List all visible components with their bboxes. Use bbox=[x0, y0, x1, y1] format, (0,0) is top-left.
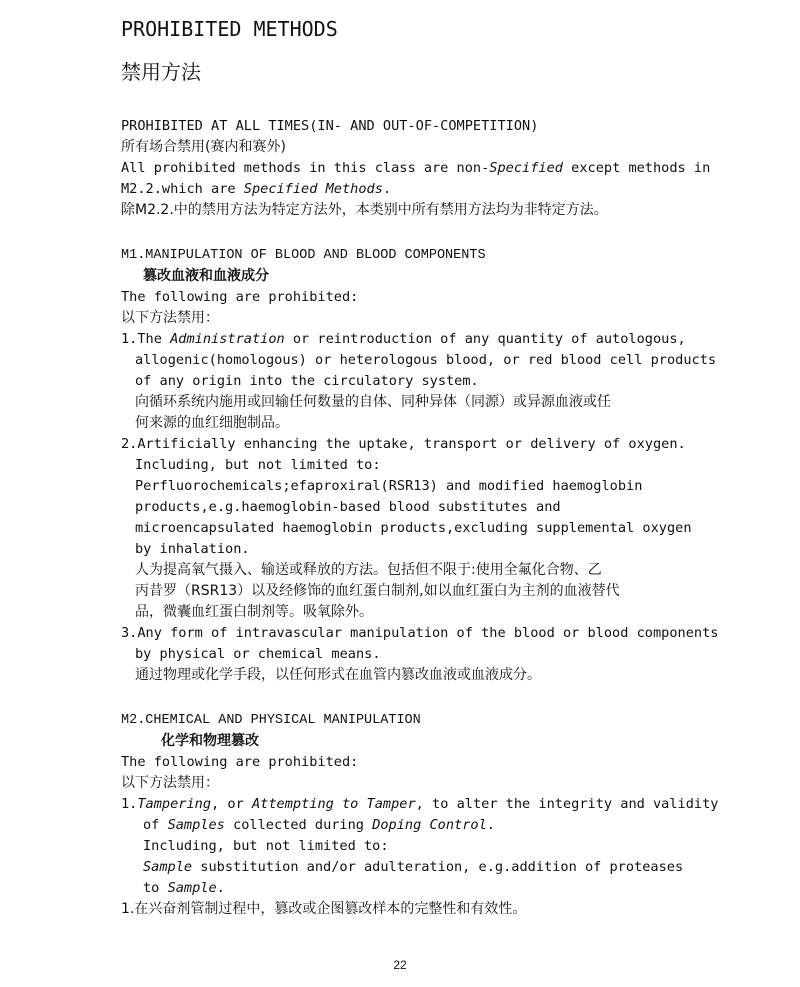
item-text: , or bbox=[211, 796, 252, 812]
m1-item-1-line-1 bbox=[121, 329, 686, 350]
m1-item-3-line-1: 3.Any form of intravascular manipulation of the blood or blood components bbox=[121, 625, 719, 641]
item-italic-term: Samples bbox=[167, 817, 225, 833]
intro-italic-term: Specified bbox=[489, 160, 563, 176]
intro-line-4 bbox=[121, 179, 686, 200]
m2-following: The following are prohibited: bbox=[121, 754, 359, 770]
item-text: 1. bbox=[121, 796, 138, 812]
m1-item-2-line-2: Including, but not limited to: bbox=[135, 457, 381, 473]
intro-text: . bbox=[382, 181, 392, 197]
item-text: of bbox=[143, 817, 168, 833]
item-italic-term: Tampering bbox=[137, 796, 212, 812]
m1-item-1-line-3: of any origin into the circulatory system. bbox=[135, 373, 479, 389]
item-text: substitution and/or adulteration, e.g.addition of proteases bbox=[192, 859, 684, 875]
item-text: . bbox=[486, 817, 495, 833]
m2-item-1-line-4 bbox=[121, 857, 686, 878]
m1-item-1-cn-2: 何来源的血红细胞制品。 bbox=[135, 415, 289, 431]
m1-item-2-cn-2: 丙昔罗（RSR13）以及经修饰的血红蛋白制剂,如以血红蛋白为主剂的血液替代 bbox=[135, 583, 620, 599]
intro-text: except methods in bbox=[562, 160, 711, 176]
m1-item-2-line-1: 2.Artificially enhancing the uptake, transport or delivery of oxygen. bbox=[121, 436, 686, 452]
page-number: 22 bbox=[393, 958, 407, 972]
m2-item-1-line-3: Including, but not limited to: bbox=[143, 838, 389, 854]
item-text: 1.The bbox=[121, 331, 171, 347]
m1-item-3-line-2: by physical or chemical means. bbox=[135, 646, 381, 662]
item-italic-term: Doping Control bbox=[372, 817, 487, 833]
item-italic-term: Administration bbox=[170, 331, 285, 347]
item-text: to bbox=[143, 880, 168, 896]
m2-item-1-line-5 bbox=[121, 878, 686, 899]
item-italic-term: Sample bbox=[167, 880, 217, 896]
m2-item-1-cn-1: 1.在兴奋剂管制过程中，篡改或企图篡改样本的完整性和有效性。 bbox=[121, 901, 527, 917]
m1-item-1-cn-1: 向循环系统内施用或回输任何数量的自体、同种异体（同源）或异源血液或任 bbox=[135, 394, 611, 410]
item-text: , to alter the integrity and validity bbox=[415, 796, 719, 812]
intro-italic-term: Specified Methods bbox=[243, 181, 383, 197]
m1-heading: M1.MANIPULATION OF BLOOD AND BLOOD COMPONENTS bbox=[121, 248, 486, 263]
m1-item-2-line-6: by inhalation. bbox=[135, 541, 250, 557]
item-text: . bbox=[216, 880, 225, 896]
m1-item-1-line-2: allogenic(homologous) or heterologous blood, or red blood cell products bbox=[135, 352, 717, 368]
item-text: collected during bbox=[224, 817, 373, 833]
m1-heading-cn: 篡改血液和血液成分 bbox=[143, 268, 269, 284]
m1-item-2-cn-1: 人为提高氧气摄入、输送或释放的方法。包括但不限于:使用全氟化合物、乙 bbox=[135, 562, 602, 578]
intro-line-3 bbox=[121, 158, 711, 179]
m1-item-2-line-3: Perfluorochemicals;efaproxiral(RSR13) and modified haemoglobin bbox=[135, 478, 643, 494]
m2-heading: M2.CHEMICAL AND PHYSICAL MANIPULATION bbox=[121, 713, 421, 728]
item-text: or reintroduction of any quantity of autologous, bbox=[284, 331, 686, 347]
m1-following: The following are prohibited: bbox=[121, 289, 359, 305]
page-title-cn: 禁用方法 bbox=[121, 60, 201, 84]
intro-text: M2.2.which are bbox=[121, 181, 244, 197]
intro-line-2: 所有场合禁用(赛内和赛外) bbox=[121, 139, 286, 155]
m1-item-2-line-4: products,e.g.haemoglobin-based blood substitutes and bbox=[135, 499, 561, 515]
m2-following-cn: 以下方法禁用： bbox=[121, 775, 219, 791]
page-title-en: PROHIBITED METHODS bbox=[121, 17, 338, 41]
m1-item-2-line-5: microencapsulated haemoglobin products,excluding supplemental oxygen bbox=[135, 520, 692, 536]
m2-heading-cn: 化学和物理篡改 bbox=[161, 733, 259, 749]
item-italic-term: Attempting to Tamper bbox=[251, 796, 416, 812]
m1-item-3-cn-1: 通过物理或化学手段，以任何形式在血管内篡改血液或血液成分。 bbox=[135, 667, 541, 683]
item-italic-term: Sample bbox=[143, 859, 193, 875]
m1-item-2-cn-3: 品，微囊血红蛋白制剂等。吸氧除外。 bbox=[135, 604, 373, 620]
intro-line-1: PROHIBITED AT ALL TIMES(IN- AND OUT-OF-COMPETITION) bbox=[121, 118, 539, 134]
intro-text: All prohibited methods in this class are non- bbox=[121, 160, 490, 176]
intro-line-5: 除M2.2.中的禁用方法为特定方法外，本类别中所有禁用方法均为非特定方法。 bbox=[121, 202, 608, 218]
m2-item-1-line-1 bbox=[121, 794, 719, 815]
m1-following-cn: 以下方法禁用： bbox=[121, 310, 219, 326]
m2-item-1-line-2 bbox=[121, 815, 686, 836]
document-page bbox=[121, 14, 719, 920]
